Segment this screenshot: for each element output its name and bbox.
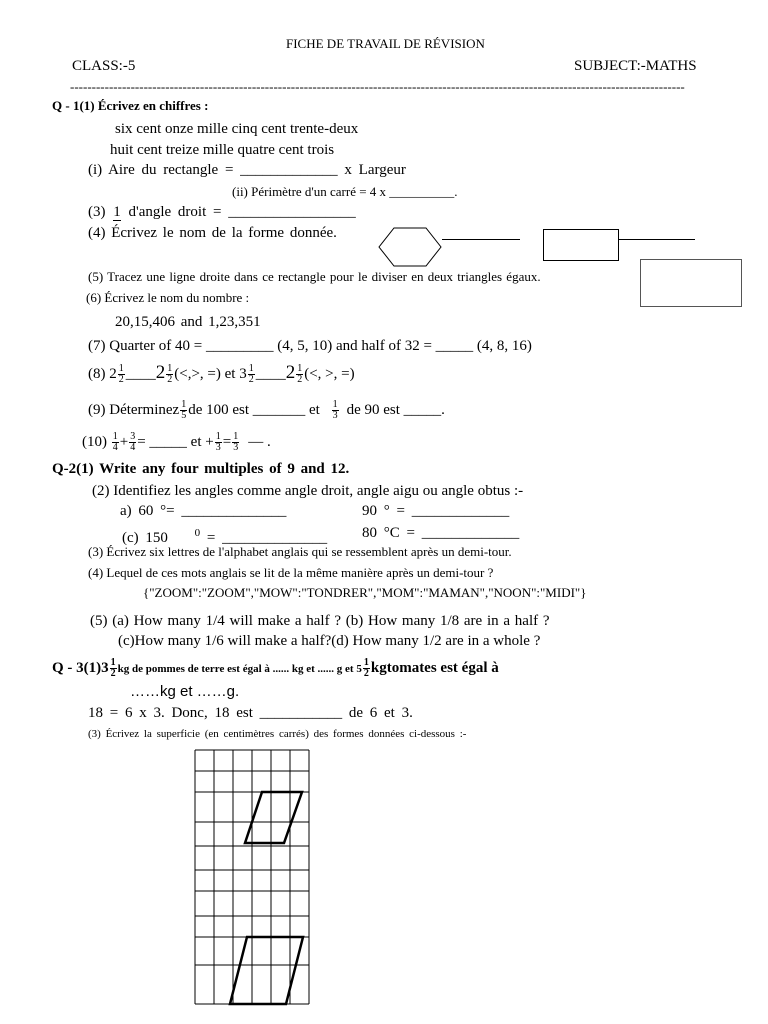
q2-item-4: (4) Lequel de ces mots anglais se lit de la même manière après un demi-tour ? bbox=[88, 565, 494, 580]
fraction-one-quarter: $\frac{1}{4}$ bbox=[112, 431, 118, 453]
q1-item-8-compare-2: (<, >, =) bbox=[304, 366, 355, 382]
fraction-one-fifth: $\frac{1}{5}$ bbox=[181, 399, 187, 421]
fraction-one-half: $\frac{1}{2}$ bbox=[110, 657, 116, 679]
q3-line-2: ……kg et ……g. bbox=[130, 683, 240, 700]
worksheet-title: FICHE DE TRAVAIL DE RÉVISION bbox=[286, 36, 485, 51]
equals-sign: = bbox=[222, 433, 232, 450]
plus-sign: + bbox=[119, 433, 129, 450]
q1-numbers: 20,15,406 and 1,23,351 bbox=[115, 314, 261, 330]
grid-lines bbox=[195, 750, 309, 1004]
q1-item-ii: (ii) Périmètre d'un carré = 4 x __________. bbox=[232, 184, 458, 199]
q1-words-line-2: huit cent treize mille quatre cent trois bbox=[110, 142, 335, 158]
mixed-number-whole: 2 bbox=[285, 362, 296, 383]
q2-item-3: (3) Écrivez six lettres de l'alphabet anglais qui se ressemblent après un demi-tour. bbox=[88, 544, 512, 559]
fraction-one-half: $\frac{1}{2}$ bbox=[248, 363, 254, 386]
q2-heading: Q-2(1) Write any four multiples of 9 and 12. bbox=[52, 461, 350, 477]
q1-item-3-fraction-numerator: 1 bbox=[113, 204, 121, 220]
q1-item-9-text-2: de 90 est _____. bbox=[346, 401, 445, 418]
q1-item-8-compare: (<,>, =) et 3 bbox=[174, 366, 247, 382]
q1-item-7: (7) Quarter of 40 = _________ (4, 5, 10) and half of 32 = _____ (4, 8, 16) bbox=[88, 338, 532, 354]
q2-item-5a: (5) (a) How many 1/4 will make a half ? (b) How many 1/8 are in a half ? bbox=[90, 613, 550, 629]
q2-item-5b: (c)How many 1/6 will make a half?(d) How many 1/2 are in a whole ? bbox=[118, 633, 541, 649]
subject-label: SUBJECT:-MATHS bbox=[574, 58, 697, 74]
q1-item-5: (5) Tracez une ligne droite dans ce rectangle pour le diviser en deux triangles égaux. bbox=[88, 269, 541, 284]
q3-item-3: (3) Écrivez la superficie (en centimètres carrés) des formes données ci-dessous :- bbox=[88, 728, 467, 740]
fraction-one-half: $\frac{1}{2}$ bbox=[363, 657, 369, 679]
q1-item-9-text: de 100 est _______ et bbox=[188, 401, 320, 418]
q1-item-6: (6) Écrivez le nom du nombre : bbox=[86, 290, 250, 305]
q2-angle-a: a) 60 °= ______________ bbox=[120, 503, 287, 519]
q2-item-2: (2) Identifiez les angles comme angle droit, angle aigu ou angle obtus :- bbox=[92, 483, 524, 499]
q1-item-3-text: d'angle droit = _________________ bbox=[128, 204, 356, 220]
q1-item-4: (4) Écrivez le nom de la forme donnée. bbox=[88, 225, 337, 241]
fraction-one-half: $\frac{1}{2}$ bbox=[167, 363, 173, 386]
q1-heading: Q - 1(1) Écrivez en chiffres : bbox=[52, 98, 209, 113]
q2-angle-b: 90 ° = _____________ bbox=[362, 503, 510, 519]
fraction-one-half: $\frac{1}{2}$ bbox=[297, 363, 303, 386]
mixed-number-whole: 2 bbox=[155, 362, 166, 383]
fraction-one-third: $\frac{1}{3}$ bbox=[233, 431, 239, 453]
q1-item-9-label: (9) Déterminez bbox=[88, 401, 180, 418]
q1-item-3-label: (3) bbox=[88, 204, 106, 220]
class-label: CLASS:-5 bbox=[72, 58, 136, 74]
q1-item-10-end: — . bbox=[248, 433, 271, 450]
q2-words: {"ZOOM":"ZOOM","MOW":"TONDRER","MOM":"MAMAN","NOON":"MIDI"} bbox=[143, 585, 587, 600]
q3-heading-label: Q - 3(1)3 bbox=[52, 659, 109, 676]
q3-item-2: 18 = 6 x 3. Donc, 18 est ___________ de 6 et 3. bbox=[88, 705, 413, 721]
q1-item-8-label: (8) 2 bbox=[88, 366, 117, 382]
parallelogram-top bbox=[245, 792, 302, 843]
q1-item-10-label: (10) bbox=[82, 433, 107, 450]
q1-item-i: (i) Aire du rectangle = _____________ x Largeur bbox=[88, 162, 406, 178]
header-rule: ---------------------------------------------------------------------------------------------------------------------------------------------- bbox=[70, 79, 685, 94]
q3-heading-text: kg de pommes de terre est égal à ...... kg et ...... g et 5 bbox=[117, 662, 362, 675]
q2-angle-d: 80 °C = _____________ bbox=[362, 525, 520, 541]
fraction-three-quarters: $\frac{3}{4}$ bbox=[130, 431, 136, 453]
parallelogram-bottom bbox=[230, 937, 303, 1004]
q1-item-10-text: = _____ et + bbox=[137, 433, 214, 450]
fraction-one-third: $\frac{1}{3}$ bbox=[332, 399, 338, 421]
q2-angle-c-blank: = ______________ bbox=[206, 530, 328, 546]
q3-heading-text-2: kgtomates est égal à bbox=[370, 659, 499, 676]
fraction-one-third: $\frac{1}{3}$ bbox=[215, 431, 221, 453]
q2-angle-c-label: (c) 150 bbox=[122, 530, 168, 546]
degree-mark: 0 bbox=[194, 527, 201, 539]
blank-line: ____ bbox=[125, 366, 156, 382]
fraction-one-half: $\frac{1}{2}$ bbox=[118, 363, 124, 386]
blank-line: ____ bbox=[255, 366, 286, 382]
q1-words-line-1: six cent onze mille cinq cent trente-deux bbox=[115, 121, 359, 137]
